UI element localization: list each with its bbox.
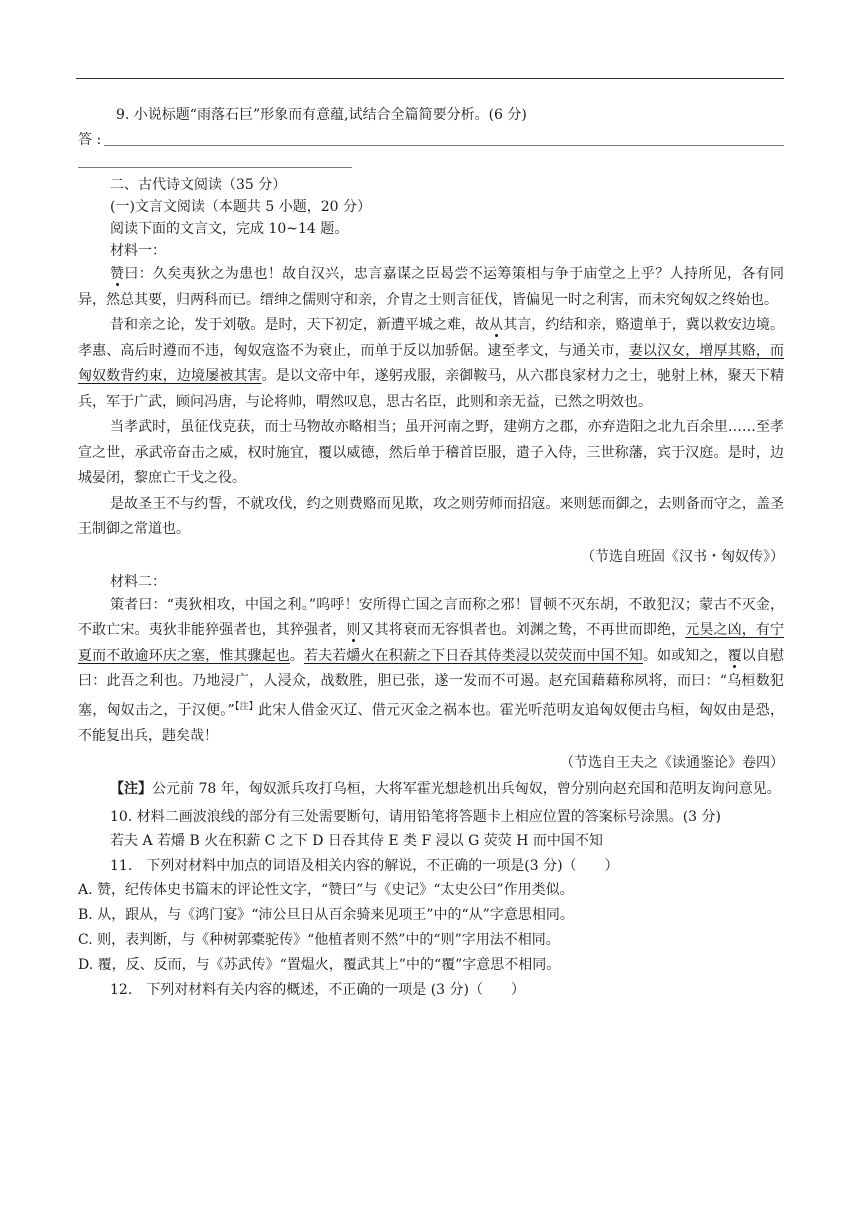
question-11: 11. 下列对材料中加点的词语及相关内容的解说，不正确的一项是(3 分)（ ）: [110, 857, 619, 874]
underlined-sentence: 元昊之凶，有宁夏而不敢逾环庆之塞，惟其骤起也: [78, 622, 785, 664]
passage-body: [78, 174, 784, 1003]
answer-line: [78, 167, 352, 168]
material-1-source: （节选自班固《汉书・匈奴传》）: [581, 548, 784, 565]
footnote: 【注】公元前 78 年，匈奴派兵攻打乌桓，大将军霍光想趁机出兵匈奴，曾分别向赵充国和范明友询问意见。: [110, 781, 781, 798]
question-10-options: 若夫 A 若爝 B 火在积薪 C 之下 D 日吞其侍 E 类 F 浸以 G 荧荧 H 而中国不知: [110, 833, 603, 850]
subsection-heading: (一)文言文阅读（本题共 5 小题，20 分）: [110, 199, 371, 215]
material-1-label: 材料一：: [110, 243, 166, 259]
answer-label: 答 :: [78, 132, 102, 148]
dotted-word: 覆: [727, 647, 742, 664]
dotted-word: 赞: [110, 266, 125, 282]
question-9: 9. 小说标题“雨落石巨”形象而有意蕴,试结合全篇简要分析。(6 分): [116, 107, 527, 123]
material-1-paragraph: 是故圣王不与约誓，不就攻伐，约之则费赂而见欺，攻之则劳师而招寇。来则惩而御之，去则备而守之，盖圣王制御之常道也。: [78, 495, 784, 537]
dotted-word: 从: [489, 317, 504, 333]
material-2-source: （节选自王夫之《读通鉴论》卷四）: [560, 755, 784, 772]
answer-line: [104, 145, 784, 146]
material-2-label: 材料二：: [110, 573, 166, 590]
material-1-paragraph: 赞曰：久矣夷狄之为患也！故自汉兴，忠言嘉谋之臣曷尝不运筹策相与争于庙堂之上乎？人持所见，各有同异，然总其要，归两科而已。缙绅之儒则守和亲，介胄之士则言征伐，皆偏见一时之利害，而未究匈奴之终始也。: [78, 266, 785, 308]
note-marker: 【注】: [234, 701, 258, 712]
dotted-word: 则: [346, 622, 361, 638]
instruction: 阅读下面的文言文，完成 10~14 题。: [110, 221, 349, 237]
option-c: C. 则，表判断，与《种树郭橐驼传》“他植者则不然”中的“则”字用法不相同。: [78, 932, 560, 949]
material-1-paragraph: 当孝武时，虽征伐克获，而士马物故亦略相当；虽开河南之野，建朔方之郡，亦弃造阳之北九百余里……至孝宣之世，承武帝奋击之威，权时施宜，覆以威德，然后单于稽首臣服，遣子入侍，三世称藩，宾于汉庭。是时，边城晏闭，黎庶亡干戈之役。: [78, 419, 784, 486]
question-10: 10. 材料二画波浪线的部分有三处需要断句，请用铅笔将答题卡上相应位置的答案标号涂黑。(3 分): [110, 808, 721, 825]
option-a: A. 赞，纪传体史书篇末的评论性文字，“赞曰”与《史记》“太史公曰”作用类似。: [78, 882, 574, 899]
underlined-sentence: 妻以汉女，增厚其赂，而匈奴数背约束，边境屡被其害: [78, 342, 785, 384]
header-rule: [76, 78, 784, 79]
wavy-underlined-sentence: 若夫若爝火在积薪之下日吞其侍类浸以荧荧而中国不知: [303, 647, 643, 664]
material-1-paragraph: 昔和亲之论，发于刘敬。是时，天下初定，新遭平城之难，故从其言，约结和亲，赂遗单于，冀以救安边境。孝惠、高后时遵而不违，匈奴寇盗不为衰止，而单于反以加骄倨。逮至孝文，与通关市，妻以汉女，增厚其赂，而匈奴数背约束，边境屡被其害。是以文帝中年，遂躬戎服，亲御鞍马，从六郡良家材力之士，驰射上林，聚天下精兵，军于广武，顾问冯唐，与论将帅，喟然叹息，思古名臣，此则和亲无益，已然之明效也。: [78, 317, 785, 410]
material-2-paragraph: 策者曰：“夷狄相攻，中国之利。”呜呼！安所得亡国之言而称之邪！冒顿不灭东胡，不敢犯汉；蒙古不灭金，不敢亡宋。夷狄非能猝强者也，其猝强者，则又其将衰而无容惧者也。刘渊之鸷，不再世而即绝，元昊之凶，有宁夏而不敢逾环庆之塞，惟其骤起也。若夫若爝火在积薪之下日吞其侍类浸以荧荧而中国不知。如或知之，覆以自慰曰：此吾之利也。乃地浸广，人浸众，战数胜，胆已张，遂一发而不可遏。赵充国藉藉称夙将，而曰：“乌桓数犯塞，匈奴击之，于汉便。”$^{【注】}$此宋人借金灭辽、借元灭金之祸本也。霍光听范明友追匈奴便击乌桓，匈奴由是恐，不能复出兵，韪矣哉！: [78, 596, 785, 744]
section-heading: 二、古代诗文阅读（35 分）: [110, 177, 287, 193]
option-b: B. 从，跟从，与《鸿门宴》“沛公旦日从百余骑来见项王”中的“从”字意思相同。: [78, 907, 574, 924]
option-d: D. 覆，反、反而，与《苏武传》“置煴火，覆武其上”中的“覆”字意思不相同。: [78, 957, 561, 974]
question-12: 12. 下列对材料有关内容的概述，不正确的一项是 (3 分)（ ）: [110, 982, 525, 999]
